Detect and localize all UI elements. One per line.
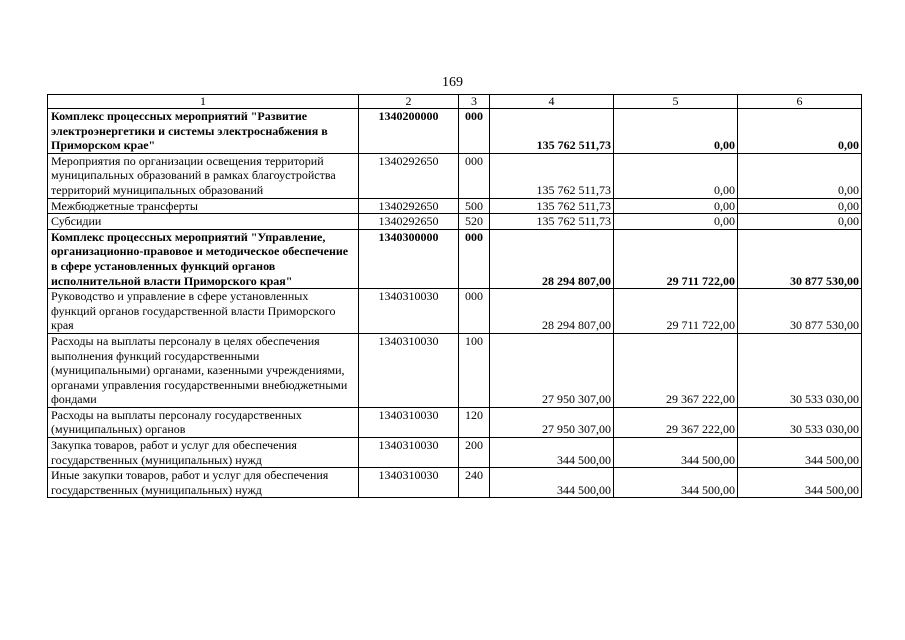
amount-column-5: 344 500,00: [614, 468, 738, 498]
amount-column-4: 135 762 511,73: [490, 109, 614, 154]
target-article-code: 1340310030: [359, 407, 459, 437]
row-name: Субсидии: [48, 214, 359, 230]
table-row: [48, 407, 862, 437]
amount-column-4: 344 500,00: [490, 468, 614, 498]
amount-column-4: 344 500,00: [490, 438, 614, 468]
amount-column-5: 29 711 722,00: [614, 229, 738, 288]
target-article-code: 1340292650: [359, 198, 459, 214]
amount-column-5: 29 711 722,00: [614, 289, 738, 334]
amount-column-6: 30 533 030,00: [738, 407, 862, 437]
row-name: Иные закупки товаров, работ и услуг для обеспечения государственных (муниципальных) нужд: [48, 468, 359, 498]
amount-column-4: 28 294 807,00: [490, 289, 614, 334]
row-name: Мероприятия по организации освещения территорий муниципальных образований в рамках благоустройства территорий муниципальных образований: [48, 153, 359, 198]
table-row: [48, 198, 862, 214]
amount-column-4: 27 950 307,00: [490, 333, 614, 407]
expense-type-code: 240: [459, 468, 490, 498]
row-name: Руководство и управление в сфере установленных функций органов государственной власти Приморского края: [48, 289, 359, 334]
table-row: [48, 438, 862, 468]
amount-column-6: 30 877 530,00: [738, 289, 862, 334]
target-article-code: 1340200000: [359, 109, 459, 154]
row-name: Закупка товаров, работ и услуг для обеспечения государственных (муниципальных) нужд: [48, 438, 359, 468]
amount-column-6: 0,00: [738, 214, 862, 230]
amount-column-4: 135 762 511,73: [490, 214, 614, 230]
column-header: 3: [459, 95, 490, 109]
table-row: [48, 289, 862, 334]
amount-column-5: 0,00: [614, 214, 738, 230]
amount-column-5: 29 367 222,00: [614, 333, 738, 407]
amount-column-6: 0,00: [738, 153, 862, 198]
row-name: Межбюджетные трансферты: [48, 198, 359, 214]
amount-column-5: 344 500,00: [614, 438, 738, 468]
column-header: 5: [614, 95, 738, 109]
amount-column-6: 0,00: [738, 198, 862, 214]
table-row: [48, 109, 862, 154]
target-article-code: 1340292650: [359, 214, 459, 230]
expense-type-code: 500: [459, 198, 490, 214]
expense-type-code: 200: [459, 438, 490, 468]
expense-type-code: 000: [459, 289, 490, 334]
expense-type-code: 000: [459, 109, 490, 154]
table-header-row: [48, 95, 862, 109]
row-name: Комплекс процессных мероприятий "Развитие электроэнергетики и системы электроснабжения в Приморском крае": [48, 109, 359, 154]
column-header: 4: [490, 95, 614, 109]
column-header: 6: [738, 95, 862, 109]
expense-type-code: 000: [459, 229, 490, 288]
table-row: [48, 333, 862, 407]
amount-column-4: 135 762 511,73: [490, 153, 614, 198]
amount-column-5: 0,00: [614, 153, 738, 198]
amount-column-6: 344 500,00: [738, 468, 862, 498]
amount-column-4: 28 294 807,00: [490, 229, 614, 288]
row-name: Расходы на выплаты персоналу в целях обеспечения выполнения функций государственными (муниципальными) органами, казенными учреждениями, органами управления государственными внебюджетными фондами: [48, 333, 359, 407]
target-article-code: 1340310030: [359, 468, 459, 498]
amount-column-5: 29 367 222,00: [614, 407, 738, 437]
target-article-code: 1340310030: [359, 438, 459, 468]
amount-column-5: 0,00: [614, 198, 738, 214]
amount-column-6: 0,00: [738, 109, 862, 154]
table-row: [48, 153, 862, 198]
target-article-code: 1340292650: [359, 153, 459, 198]
budget-table: [47, 94, 862, 498]
column-header: 2: [359, 95, 459, 109]
expense-type-code: 120: [459, 407, 490, 437]
expense-type-code: 100: [459, 333, 490, 407]
amount-column-6: 344 500,00: [738, 438, 862, 468]
target-article-code: 1340310030: [359, 333, 459, 407]
table-row: [48, 214, 862, 230]
row-name: Комплекс процессных мероприятий "Управление, организационно-правовое и методическое обеспечение в сфере установленных функций органов исполнительной власти Приморского края": [48, 229, 359, 288]
target-article-code: 1340310030: [359, 289, 459, 334]
column-header: 1: [48, 95, 359, 109]
amount-column-5: 0,00: [614, 109, 738, 154]
table-row: [48, 468, 862, 498]
expense-type-code: 520: [459, 214, 490, 230]
row-name: Расходы на выплаты персоналу государственных (муниципальных) органов: [48, 407, 359, 437]
amount-column-6: 30 877 530,00: [738, 229, 862, 288]
amount-column-4: 135 762 511,73: [490, 198, 614, 214]
table-body: [48, 109, 862, 498]
amount-column-6: 30 533 030,00: [738, 333, 862, 407]
table-row: [48, 229, 862, 288]
target-article-code: 1340300000: [359, 229, 459, 288]
page-number: 169: [442, 75, 463, 90]
amount-column-4: 27 950 307,00: [490, 407, 614, 437]
expense-type-code: 000: [459, 153, 490, 198]
